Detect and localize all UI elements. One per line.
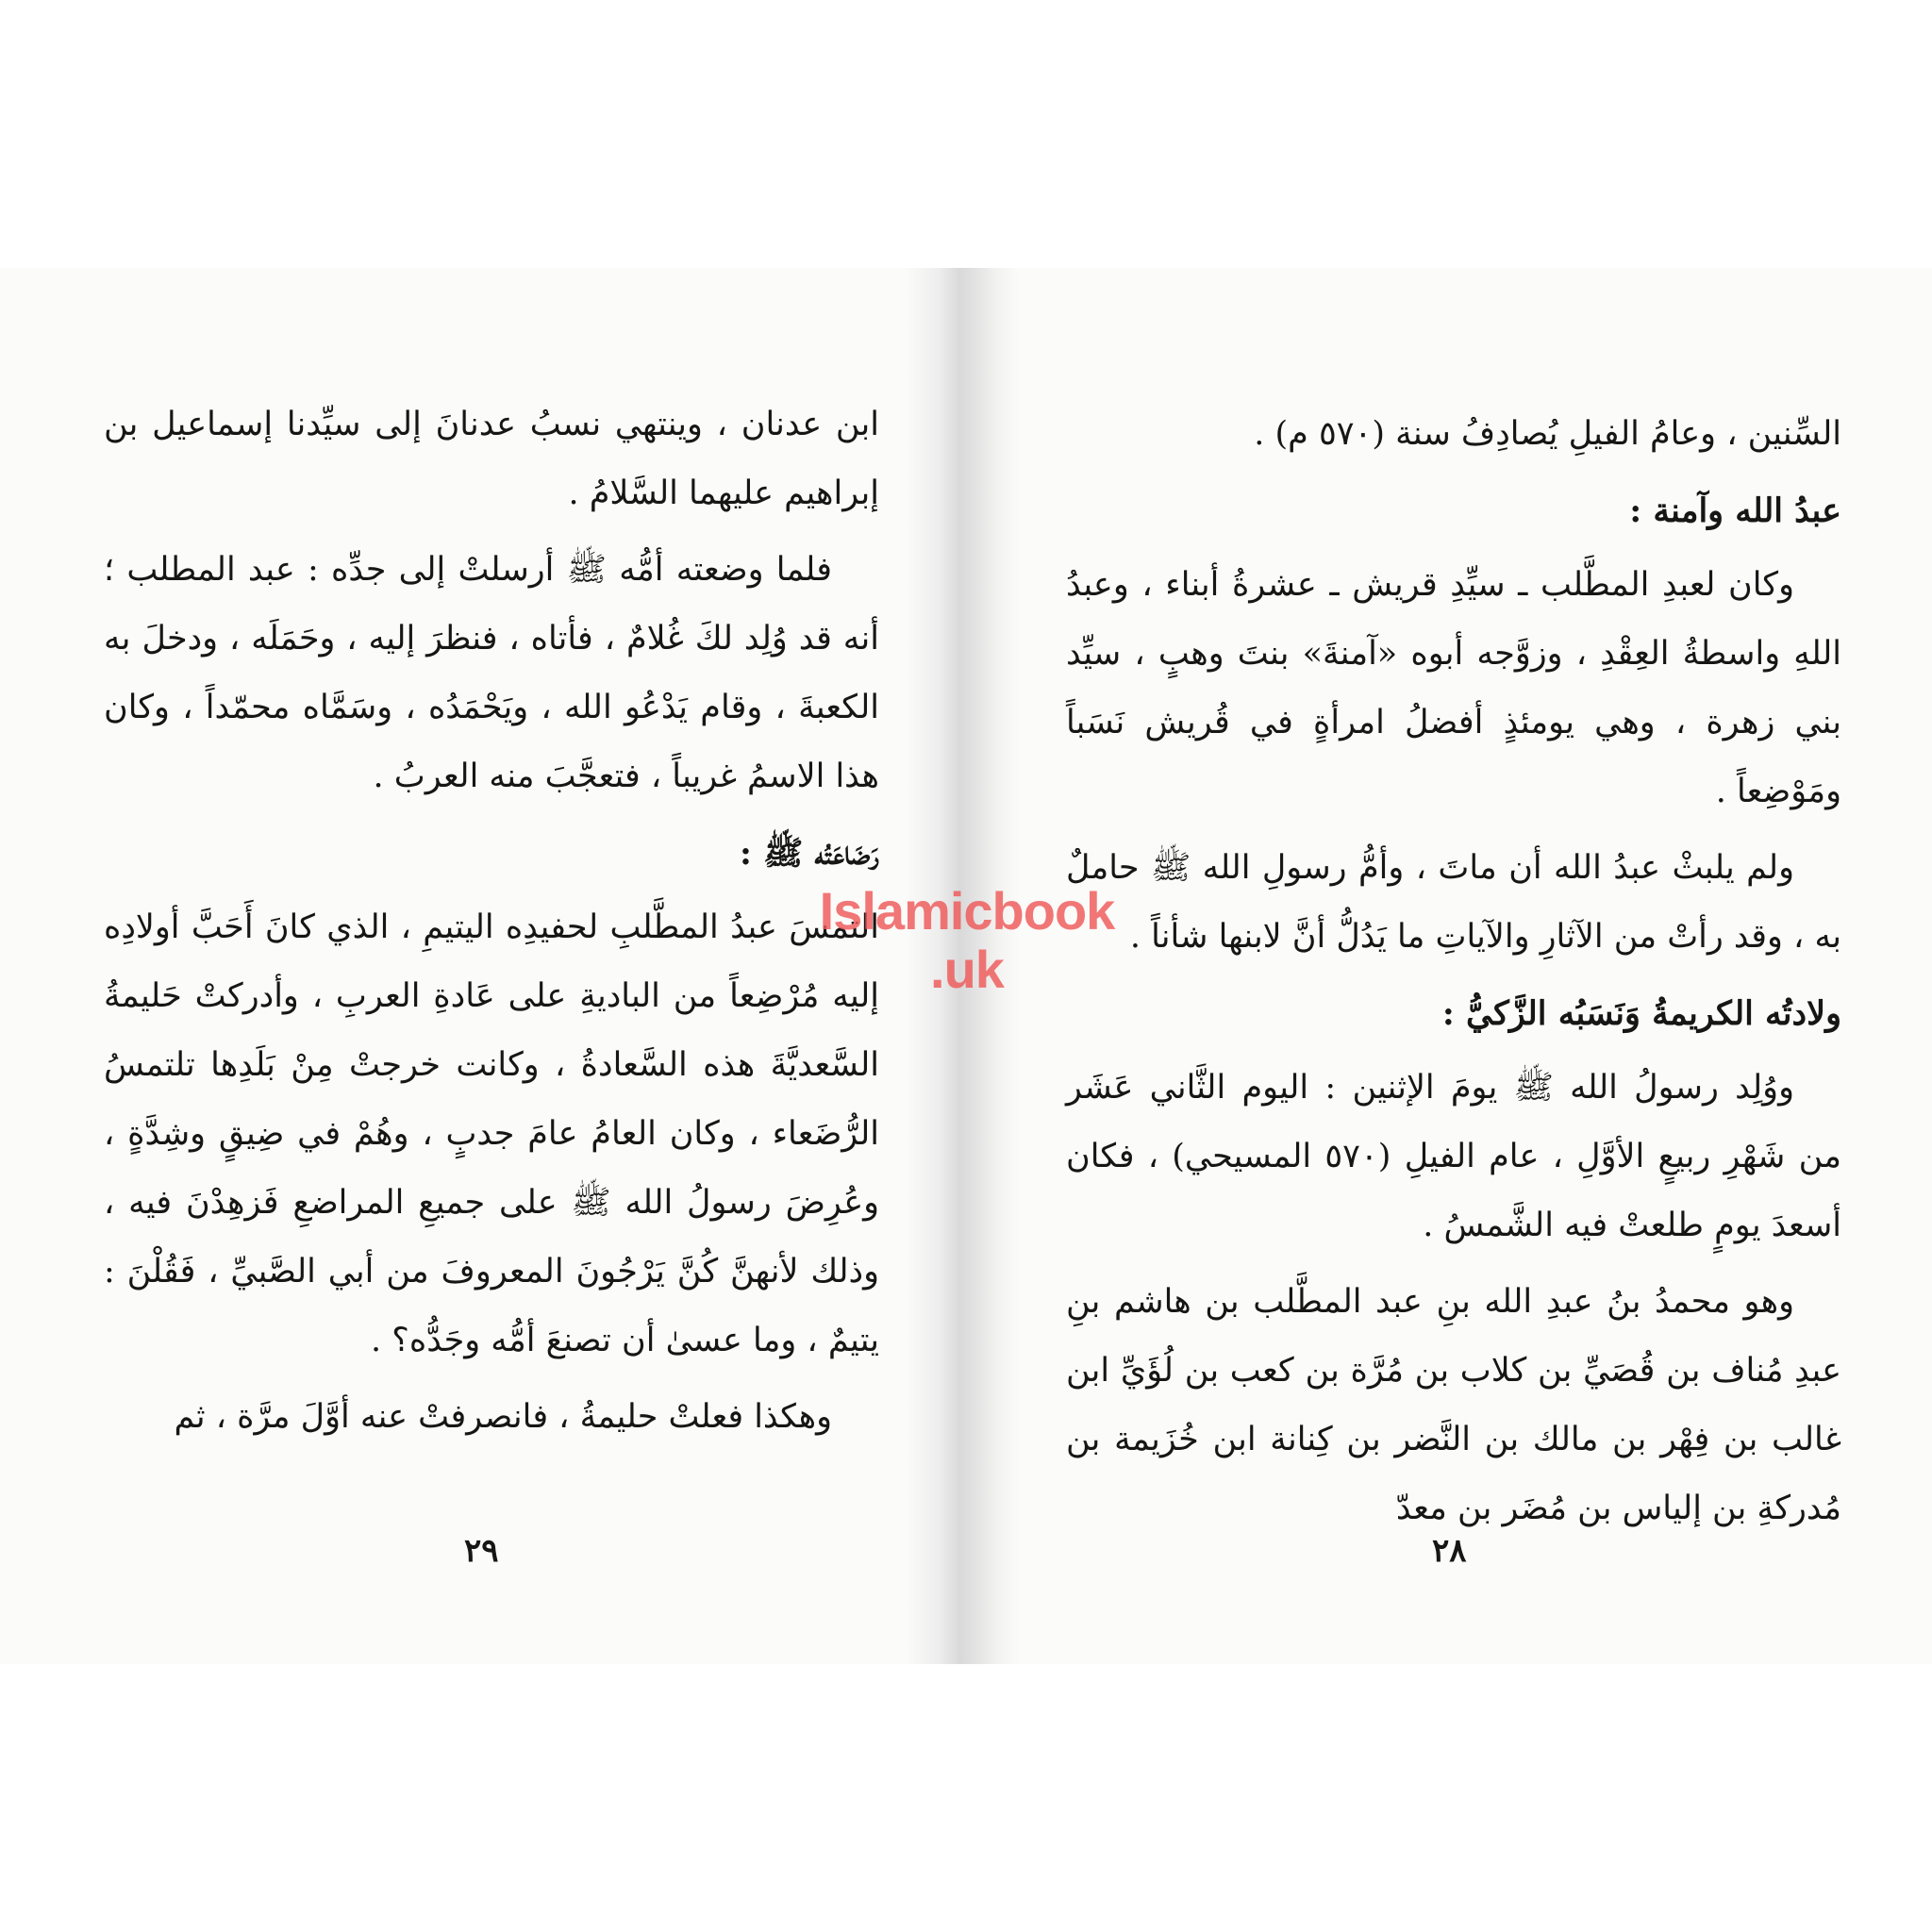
- paragraph: ولم يلبثْ عبدُ الله أن ماتَ ، وأمُّ رسولِ الله ﷺ حاملٌ به ، وقد رأتْ من الآثارِ والآياتِ ما يَدُلُّ أنَّ لابنها شأناً .: [1066, 849, 1841, 956]
- section-heading: ولادتُه الكريمةُ وَنَسَبُه الزَّكيُّ :: [1441, 994, 1841, 1033]
- paragraph: وكان لعبدِ المطَّلب ـ سيِّدِ قريش ـ عشرةُ أبناء ، وعبدُ اللهِ واسطةُ العِقْدِ ، وزوَّجه أبوه «آمنةَ» بنتَ وهبٍ ، سيِّد بني زهرة ، وهي يومئذٍ أفضلُ امرأةٍ في قُريش نَسَباً ومَوْضِعاً .: [1066, 566, 1841, 810]
- paragraph: السِّنين ، وعامُ الفيلِ يُصادِفُ سنة (٥٧٠ م) .: [1254, 415, 1841, 453]
- watermark-line: Islamicbook: [819, 881, 1115, 941]
- paragraph: ووُلِد رسولُ الله ﷺ يومَ الإثنين : اليوم الثَّاني عَشَر من شَهْرِ ربيعٍ الأوَّلِ ، عام الفيلِ (٥٧٠ المسيحي) ، فكان أسعدَ يومٍ طلعتْ فيه الشَّمسُ .: [1066, 1069, 1841, 1244]
- paragraph: التمسَ عبدُ المطَّلبِ لحفيدِه اليتيمِ ، الذي كانَ أَحَبَّ أولادِه إليه مُرْضِعاً من الباديةِ على عَادةِ العربِ ، وأدركتْ حَليمةُ السَّعديَّةَ هذه السَّعادةُ ، وكانت خرجتْ مِنْ بَلَدِها تلتمسُ الرُّضَعاء ، وكان العامُ عامَ جدبٍ ، وهُمْ في ضِيقٍ وشِدَّةٍ ، وعُرِضَ رسولُ الله ﷺ على جميعِ المراضعِ فَزهِدْنَ فيه ، وذلك لأنهنَّ كُنَّ يَرْجُونَ المعروفَ من أبي الصَّبيِّ ، فَقُلْنَ : يتيمٌ ، وما عسىٰ أن تصنعَ أمُّه وجَدُّه؟ .: [104, 908, 879, 1359]
- left-page-text: [104, 391, 879, 1459]
- section-heading: عبدُ الله وآمنة :: [1629, 491, 1841, 530]
- watermark-line: .uk: [930, 940, 1004, 999]
- section-heading: رَضَاعَتُه ﷺ :: [739, 834, 879, 873]
- watermark: [797, 882, 1137, 999]
- paragraph: ابن عدنان ، وينتهي نسبُ عدنانَ إلى سيِّدنا إسماعيل بن إبراهيم عليهما السَّلامُ .: [104, 406, 879, 512]
- right-page-text: [1066, 400, 1841, 1551]
- paragraph: فلما وضعته أمُّه ﷺ أرسلتْ إلى جدِّه : عبد المطلب ؛ أنه قد وُلِد لكَ غُلامٌ ، فأتاه ، فنظرَ إليه ، وحَمَلَه ، ودخلَ به الكعبةَ ، وقام يَدْعُو الله ، ويَحْمَدُه ، وسَمَّاه محمّداً ، وكان هذا الاسمُ غريباً ، فتعجَّبَ منه العربُ .: [104, 551, 879, 795]
- paragraph: وهو محمدُ بنُ عبدِ الله بنِ عبد المطَّلب بن هاشم بنِ عبدِ مُناف بن قُصَيِّ بن كلاب بن مُرَّة بن كعب بن لُؤَيِّ ابن غالب بن فِهْر بن مالك بن النَّضر بن كِنانة ابن خُزَيمة بن مُدركةِ بن إلياس بن مُضَر بن معدّ: [1066, 1283, 1841, 1527]
- paragraph: وهكذا فعلتْ حليمةُ ، فانصرفتْ عنه أوَّلَ مرَّة ، ثم: [174, 1398, 832, 1436]
- page-number: ٢٨: [1432, 1532, 1467, 1570]
- page-number: ٢٩: [464, 1532, 499, 1570]
